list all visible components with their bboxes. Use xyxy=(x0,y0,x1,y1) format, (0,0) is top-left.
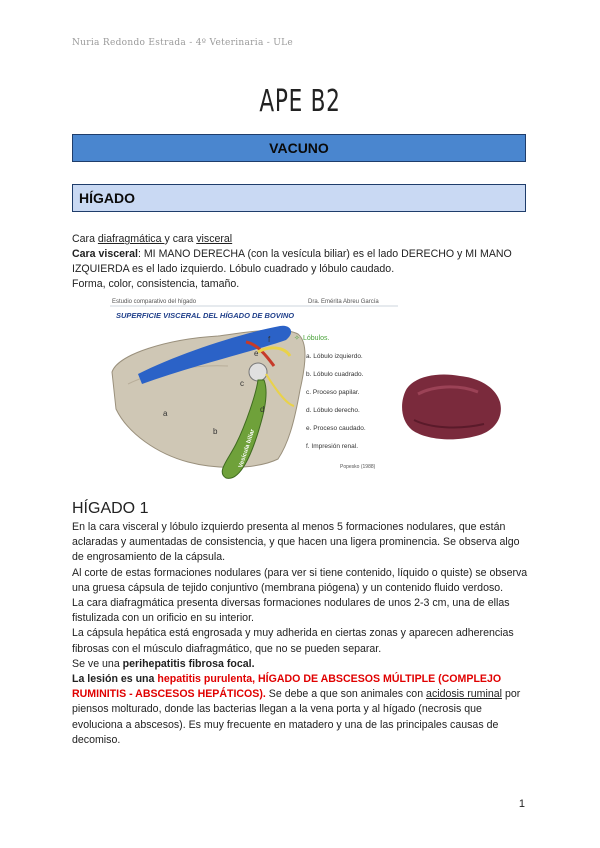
figure-legend xyxy=(294,334,376,470)
paragraph: En la cara visceral y lóbulo izquierdo presenta al menos 5 formaciones nodulares, que están aclaradas y aumentadas de consistencia, y que hacen una ligera prominencia. Se observa algo de engrosamiento de la cápsula. xyxy=(72,521,520,564)
paragraph-diagnosis: La lesión es una hepatitis purulenta, HÍGADO DE ABSCESOS MÚLTIPLE (COMPLEJO RUMINITIS - ABSCESOS HEPÁTICOS). Se debe a que son animales con acidosis ruminal por piensos molturado, donde las bacterias llegan a la vena porta y al hígado (necrosis que evoluciona a abscesos). Es muy frecuente en matadero y una de las principales causas de decomiso. xyxy=(72,673,521,746)
page-title: APE B2 xyxy=(259,84,341,119)
diagram-letter-f: f xyxy=(268,335,271,344)
intro-line-2: Cara visceral: MI MANO DERECHA (con la vesícula biliar) es el lado DERECHO y MI MANO IZQUIERDA es el lado izquierdo. Lóbulo cuadrado y lóbulo caudado. xyxy=(72,248,512,275)
figure-credit: Popesko (1988) xyxy=(340,464,376,470)
diagram-letter-d: d xyxy=(260,405,265,414)
intro-line-3: Forma, color, consistencia, tamaño. xyxy=(72,278,240,290)
liver-diagram xyxy=(112,326,305,479)
section-bar-vacuno: VACUNO xyxy=(72,134,526,162)
paragraph: Al corte de estas formaciones nodulares (para ver si tiene contenido, líquido o quiste) se observa una gruesa cápsula de tejido conjuntivo (membrana piógena) y un contenido fluido verdoso. xyxy=(72,566,528,594)
liver-photo xyxy=(402,375,501,440)
diagram-letter-a: a xyxy=(163,409,168,418)
paragraph: La cara diafragmática presenta diversas formaciones nodulares de unos 2-3 cm, una de ellas fistulizada con un orificio en su interior. xyxy=(72,597,510,625)
legend-item: f. Impresión renal. xyxy=(306,443,359,450)
paragraph: Se ve una perihepatitis fibrosa focal. xyxy=(72,657,255,670)
section-heading-higado-1: HÍGADO 1 xyxy=(72,500,149,517)
intro-text xyxy=(72,232,532,292)
figure-heading: SUPERFICIE VISCERAL DEL HÍGADO DE BOVINO xyxy=(116,311,295,320)
subsection-bar-higado: HÍGADO xyxy=(72,184,526,212)
liver-figure xyxy=(108,294,508,490)
legend-item: d. Lóbulo derecho. xyxy=(306,407,360,414)
page-number: 1 xyxy=(518,798,525,810)
paragraph: La cápsula hepática está engrosada y muy adherida en ciertas zonas y aparecen adherencias fibrosas con el músculo diafragmático, que no se pueden separar. xyxy=(72,627,514,655)
diagram-letter-e: e xyxy=(254,349,259,358)
legend-item: b. Lóbulo cuadrado. xyxy=(306,371,364,378)
diagram-letter-c: c xyxy=(240,379,244,388)
diagram-letter-b: b xyxy=(213,427,218,436)
legend-item: a. Lóbulo izquierdo. xyxy=(306,353,363,360)
figure-top-right: Dra. Emérita Abreu García xyxy=(308,299,379,305)
legend-item: e. Proceso caudado. xyxy=(306,425,366,432)
figure-top-left: Estudio comparativo del hígado xyxy=(112,299,197,305)
legend-title: Lóbulos. xyxy=(303,335,330,342)
svg-text:✧: ✧ xyxy=(294,335,300,342)
intro-line-1: Cara diafragmática y cara visceral xyxy=(72,233,233,245)
page-header: Nuria Redondo Estrada - 4º Veterinaria - ULe xyxy=(72,38,294,48)
legend-item: c. Proceso papilar. xyxy=(306,389,360,396)
vesicula-label: Vesícula biliar xyxy=(238,428,257,469)
body-text xyxy=(72,520,528,748)
